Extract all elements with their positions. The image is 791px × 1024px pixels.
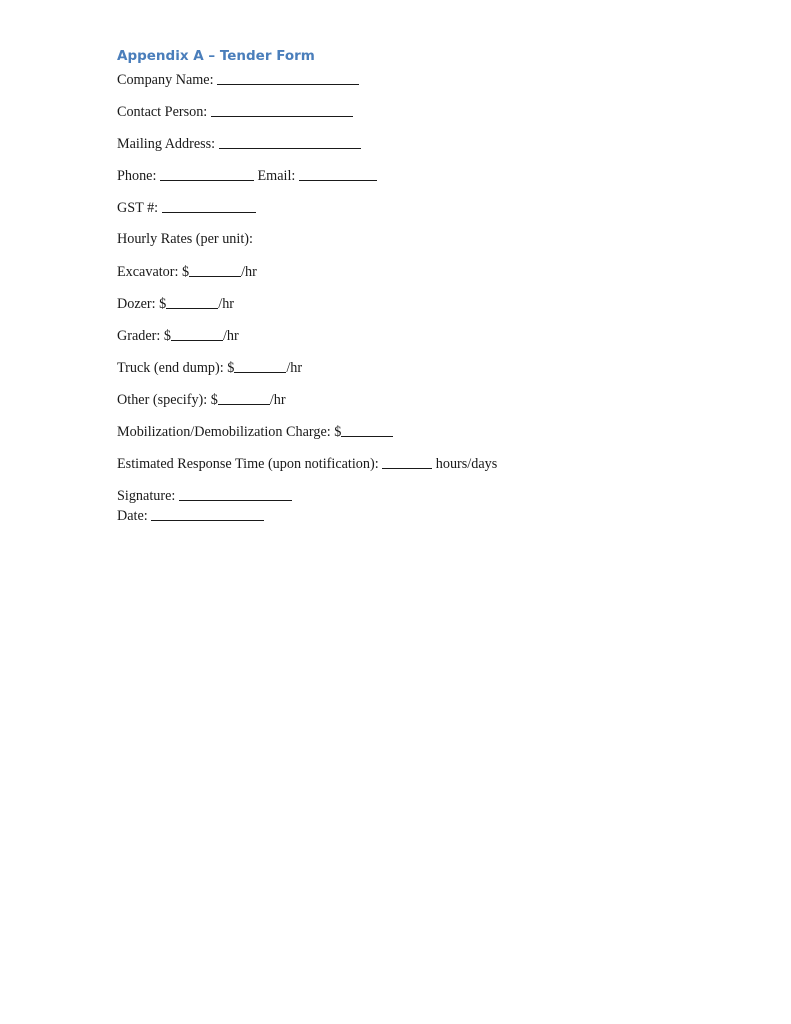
response-time-label: Estimated Response Time (upon notification): (117, 456, 379, 472)
truck-unit: /hr (286, 360, 303, 376)
other-label: Other (specify): $ (117, 392, 218, 408)
hourly-rates-label: Hourly Rates (per unit): (117, 231, 253, 247)
phone-label: Phone: (117, 168, 157, 184)
dozer-unit: /hr (218, 296, 235, 312)
date-blank (151, 506, 264, 521)
mobilization-blank (341, 422, 393, 437)
signature-row (117, 485, 497, 505)
company-name-blank (217, 70, 359, 85)
phone-blank (160, 166, 254, 181)
signature-label: Signature: (117, 488, 176, 504)
phone-email-row (117, 165, 497, 185)
other-row (117, 389, 497, 409)
contact-person-row (117, 101, 497, 121)
dozer-label: Dozer: $ (117, 296, 167, 312)
dozer-blank (166, 294, 218, 309)
hourly-rates-row (117, 229, 497, 249)
company-name-label: Company Name: (117, 72, 214, 88)
gst-blank (162, 198, 256, 213)
excavator-blank (189, 262, 241, 277)
mailing-address-row (117, 133, 497, 153)
excavator-label: Excavator: $ (117, 264, 190, 280)
excavator-unit: /hr (241, 264, 257, 280)
email-label: Email: (257, 168, 296, 184)
gst-row (117, 197, 497, 217)
dozer-row (117, 293, 497, 313)
gst-label: GST #: (117, 200, 159, 216)
contact-person-label: Contact Person: (117, 104, 208, 120)
response-time-blank (382, 454, 432, 469)
tender-form (117, 46, 497, 525)
company-name-row (117, 69, 497, 89)
other-unit: /hr (269, 392, 286, 408)
grader-label: Grader: $ (117, 328, 171, 344)
date-row (117, 505, 497, 525)
mailing-address-label: Mailing Address: (117, 136, 216, 152)
grader-unit: /hr (222, 328, 239, 344)
response-time-unit: hours/days (435, 456, 498, 472)
response-time-row (117, 453, 497, 473)
form-heading: Appendix A – Tender Form (117, 48, 315, 64)
contact-person-blank (211, 102, 353, 117)
other-blank (218, 390, 270, 405)
mailing-address-blank (219, 134, 361, 149)
grader-row (117, 325, 497, 345)
email-blank (299, 166, 377, 181)
truck-row (117, 357, 497, 377)
mobilization-label: Mobilization/Demobilization Charge: $ (117, 424, 342, 440)
grader-blank (171, 326, 223, 341)
date-label: Date: (117, 508, 148, 524)
truck-blank (234, 358, 286, 373)
mobilization-row (117, 421, 497, 441)
truck-label: Truck (end dump): $ (117, 360, 235, 376)
excavator-row (117, 261, 497, 281)
signature-blank (179, 486, 292, 501)
